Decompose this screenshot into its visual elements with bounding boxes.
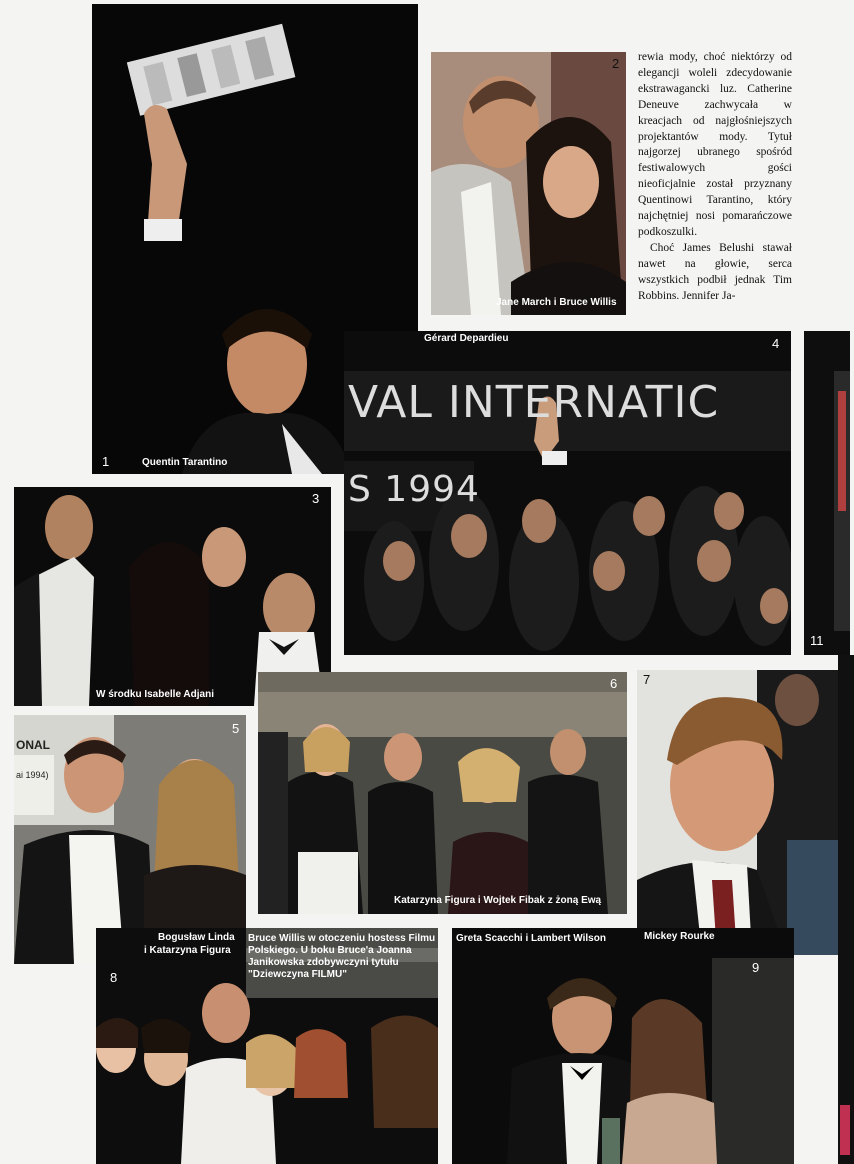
caption-katarzyna-figura: i Katarzyna Figura: [144, 945, 231, 956]
photo-number-6: 6: [610, 676, 618, 691]
caption-jane-march-bruce-willis: Jane March i Bruce Willis: [496, 297, 617, 308]
article-paragraph-1: rewia mody, choć niektórzy od elegancji woleli zdecydowanie ekstrawagancki luz. Catherine Deneuve zachwycała w kreacjach od najgłośniejszych projektantów mody. Tytuł najgorzej ubranego spośród festiwalowych gości nieoficjalnie został przyznany Quentinowi Tarantino, który najchętniej nosi pomarańczowe podkoszulki.: [638, 51, 792, 238]
caption-figura-fibak: Katarzyna Figura i Wojtek Fibak z żoną Ewą: [394, 895, 602, 906]
photo-mickey-rourke: [637, 670, 839, 955]
photo-linda-figura: [14, 715, 246, 964]
photo-number-4: 4: [772, 336, 780, 351]
photo-number-2: 2: [612, 56, 620, 71]
photo-5-image: [14, 715, 246, 964]
right-edge-strip: [838, 655, 854, 1164]
photo-jane-march-bruce-willis: [431, 52, 626, 315]
article-text-column: [638, 50, 792, 305]
photo-11-image: [804, 331, 850, 655]
festival-banner-text: VAL INTERNATIC: [348, 377, 720, 428]
photo-number-7: 7: [643, 672, 651, 687]
photo-11: [804, 331, 850, 655]
photo-number-9: 9: [752, 960, 760, 975]
caption-isabelle-adjani: W środku Isabelle Adjani: [96, 689, 214, 700]
right-edge-accent: [840, 1105, 850, 1155]
article-paragraph-2: Choć James Belushi stawał nawet na głowie, serca wszystkich podbił jednak Tim Robbins. Jennifer Ja-: [638, 241, 792, 302]
caption-scacchi-wilson: Greta Scacchi i Lambert Wilson: [456, 933, 606, 944]
photo-9-image: [452, 928, 794, 1164]
photo-number-11: 11: [810, 633, 824, 648]
photo-6-image: [258, 672, 627, 914]
caption-bruce-willis-line-2: Polskiego. U boku Bruce'a Joanna: [248, 945, 412, 956]
photo-number-1: 1: [102, 454, 110, 469]
photo-2-image: [431, 52, 626, 315]
caption-bruce-willis-line-4: "Dziewczyna FILMU": [248, 969, 347, 980]
sign-text-date: ai 1994): [16, 770, 49, 780]
photo-scacchi-wilson: [452, 928, 794, 1164]
caption-mickey-rourke: Mickey Rourke: [644, 931, 715, 942]
photo-figura-fibak: [258, 672, 627, 914]
caption-quentin-tarantino: Quentin Tarantino: [142, 457, 228, 468]
photo-number-5: 5: [232, 721, 240, 736]
sign-text-onal: ONAL: [16, 738, 50, 752]
caption-bruce-willis-line-3: Janikowska zdobywczyni tytułu: [248, 957, 399, 968]
caption-bruce-willis-line-1: Bruce Willis w otoczeniu hostess Filmu: [248, 933, 436, 944]
caption-gerard-depardieu: Gérard Depardieu: [424, 333, 509, 344]
caption-boguslaw-linda: Bogusław Linda: [158, 932, 235, 943]
festival-year-text: S 1994: [348, 469, 480, 510]
photo-number-3: 3: [312, 491, 320, 506]
photo-number-8: 8: [110, 970, 118, 985]
photo-7-image: [637, 670, 839, 955]
photo-gerard-depardieu: [344, 331, 791, 655]
